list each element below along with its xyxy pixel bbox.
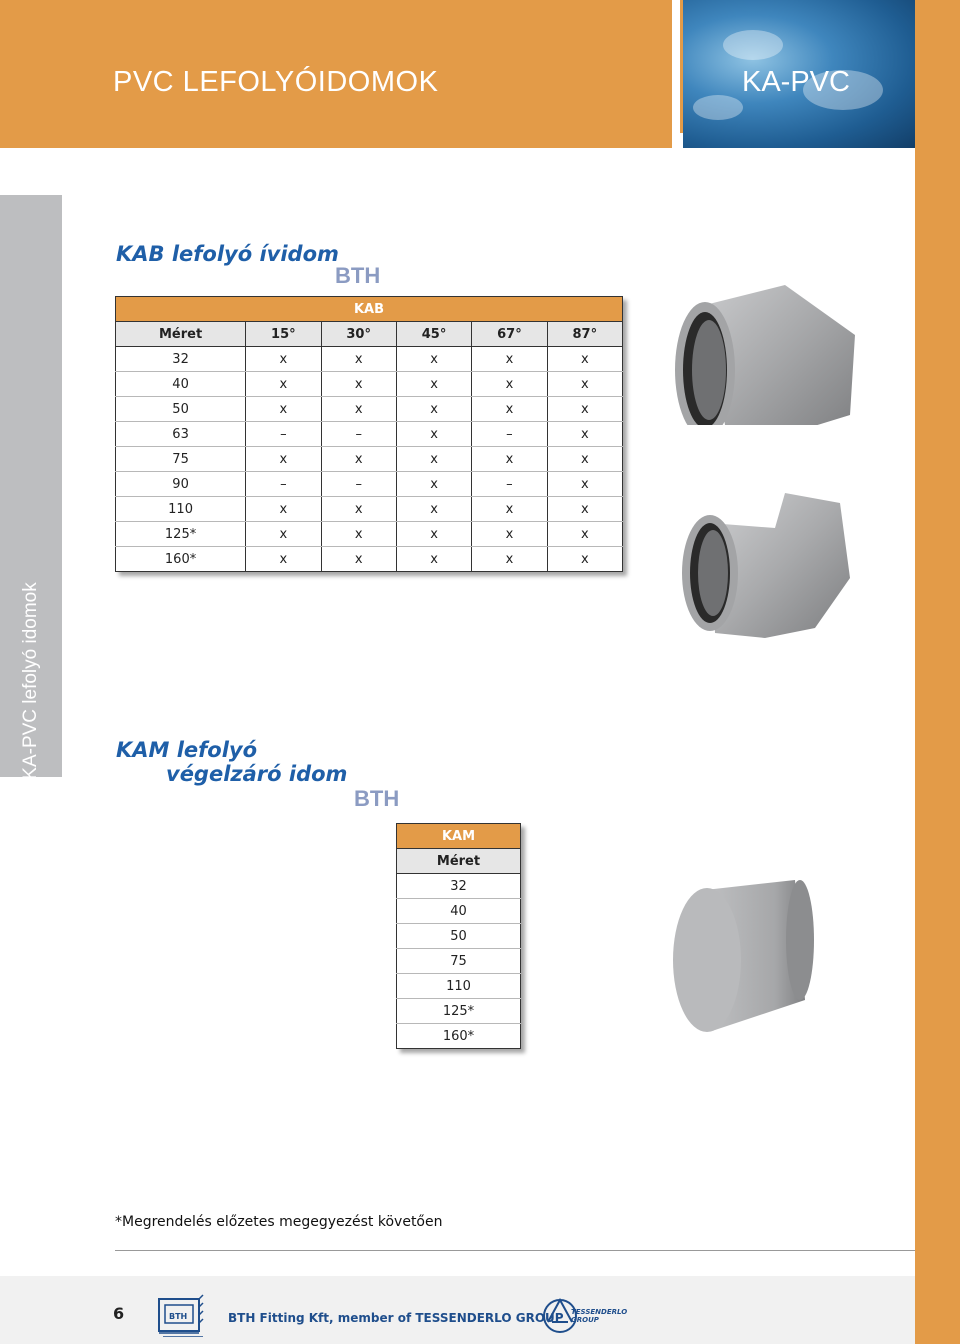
kab-availability-cell: x <box>321 347 396 372</box>
kab-availability-cell: x <box>396 422 471 447</box>
tess-line2: GROUP <box>571 1316 599 1324</box>
kab-availability-cell: x <box>472 547 547 572</box>
kam-table-row <box>397 899 521 924</box>
kab-header-row <box>116 322 623 347</box>
kam-size-cell: 32 <box>397 874 521 899</box>
kam-table <box>396 823 521 1049</box>
kab-availability-cell: x <box>321 397 396 422</box>
kab-availability-cell: x <box>246 397 321 422</box>
kab-table-row <box>116 522 623 547</box>
kab-table <box>115 296 623 572</box>
kab-availability-cell: – <box>321 472 396 497</box>
kab-availability-cell: x <box>472 447 547 472</box>
kab-table-row <box>116 397 623 422</box>
kab-availability-cell: x <box>246 372 321 397</box>
kab-header-cell: 67° <box>472 322 547 347</box>
kab-size-cell: 40 <box>116 372 246 397</box>
footnote: *Megrendelés előzetes megegyezést követően <box>115 1214 443 1230</box>
header-band <box>0 133 672 148</box>
kab-size-cell: 110 <box>116 497 246 522</box>
footer-divider <box>115 1250 915 1251</box>
page-title: PVC LEFOLYÓIDOMOK <box>113 66 439 98</box>
kab-availability-cell: x <box>396 547 471 572</box>
kab-availability-cell: x <box>246 447 321 472</box>
kab-availability-cell: x <box>246 497 321 522</box>
kab-availability-cell: x <box>472 372 547 397</box>
kab-brand: BTH <box>335 263 381 288</box>
side-tab <box>0 195 62 780</box>
kab-table-row <box>116 347 623 372</box>
kab-table-row <box>116 372 623 397</box>
kab-table-row <box>116 422 623 447</box>
kam-table-row <box>397 999 521 1024</box>
kab-size-cell: 125* <box>116 522 246 547</box>
kab-size-cell: 75 <box>116 447 246 472</box>
kab-availability-cell: x <box>396 497 471 522</box>
kab-availability-cell: x <box>472 497 547 522</box>
kab-availability-cell: x <box>396 347 471 372</box>
kab-header-cell: 30° <box>321 322 396 347</box>
header-brand: KA-PVC <box>742 66 850 98</box>
kab-availability-cell: x <box>321 372 396 397</box>
kab-availability-cell: x <box>547 347 622 372</box>
kam-size-cell: 75 <box>397 949 521 974</box>
kam-title-line2: végelzáró idom <box>166 762 348 786</box>
kab-availability-cell: x <box>246 522 321 547</box>
kam-brand: BTH <box>354 786 400 811</box>
kab-header-cell: Méret <box>116 322 246 347</box>
kam-table-row <box>397 1024 521 1049</box>
kab-table-row <box>116 472 623 497</box>
bth-logo-icon <box>157 1293 205 1337</box>
kab-availability-cell: x <box>246 347 321 372</box>
kab-availability-cell: x <box>547 497 622 522</box>
kab-availability-cell: x <box>396 522 471 547</box>
kab-availability-cell: x <box>547 472 622 497</box>
kab-header-cell: 45° <box>396 322 471 347</box>
kab-availability-cell: x <box>396 372 471 397</box>
kab-header-cell: 87° <box>547 322 622 347</box>
side-tab-label: KA-PVC lefolyó idomok <box>20 582 41 780</box>
page-number: 6 <box>113 1304 125 1323</box>
kab-availability-cell: x <box>396 447 471 472</box>
kam-table-row <box>397 924 521 949</box>
tess-line1: TESSENDERLO <box>571 1308 628 1316</box>
kab-table-row <box>116 547 623 572</box>
kam-size-cell: 40 <box>397 899 521 924</box>
kam-size-cell: 110 <box>397 974 521 999</box>
kam-table-row <box>397 874 521 899</box>
bth-logo-text: BTH <box>169 1312 188 1321</box>
kab-table-body <box>116 347 623 572</box>
kab-availability-cell: x <box>547 372 622 397</box>
kab-availability-cell: x <box>547 422 622 447</box>
kam-table-row <box>397 974 521 999</box>
kab-availability-cell: – <box>246 472 321 497</box>
kab-availability-cell: x <box>547 522 622 547</box>
kam-size-cell: 160* <box>397 1024 521 1049</box>
kab-availability-cell: x <box>472 397 547 422</box>
kab-table-row <box>116 497 623 522</box>
kab-availability-cell: x <box>321 497 396 522</box>
kam-size-cell: 50 <box>397 924 521 949</box>
kab-availability-cell: x <box>547 547 622 572</box>
kab-size-cell: 63 <box>116 422 246 447</box>
kab-table-title: KAB <box>116 297 623 322</box>
footer-bar <box>0 1276 915 1344</box>
kab-size-cell: 160* <box>116 547 246 572</box>
kam-size-cell: 125* <box>397 999 521 1024</box>
kab-availability-cell: – <box>246 422 321 447</box>
kam-table-title: KAM <box>397 824 521 849</box>
kab-availability-cell: x <box>321 447 396 472</box>
kab-availability-cell: – <box>472 472 547 497</box>
kab-availability-cell: x <box>547 397 622 422</box>
kab-availability-cell: – <box>472 422 547 447</box>
kab-availability-cell: x <box>472 522 547 547</box>
kab-title: KAB lefolyó ívidom <box>116 242 339 266</box>
kab-availability-cell: x <box>321 547 396 572</box>
company-line: BTH Fitting Kft, member of TESSENDERLO GROUP <box>228 1311 564 1325</box>
tessenderlo-logo-text <box>571 1308 627 1324</box>
kab-header-cell: 15° <box>246 322 321 347</box>
kab-size-cell: 50 <box>116 397 246 422</box>
kab-87-bend-image <box>665 488 865 688</box>
kab-table-row <box>116 447 623 472</box>
kam-table-body <box>397 874 521 1049</box>
kab-availability-cell: x <box>547 447 622 472</box>
kab-availability-cell: x <box>321 522 396 547</box>
kab-availability-cell: x <box>396 397 471 422</box>
kab-availability-cell: – <box>321 422 396 447</box>
kam-table-row <box>397 949 521 974</box>
kab-45-bend-image <box>665 275 865 450</box>
kab-availability-cell: x <box>396 472 471 497</box>
kam-title-line1: KAM lefolyó <box>116 738 258 762</box>
right-accent-band <box>915 133 960 1344</box>
kab-size-cell: 32 <box>116 347 246 372</box>
kam-end-cap-image <box>655 870 825 1065</box>
kab-availability-cell: x <box>472 347 547 372</box>
kam-header-cell: Méret <box>397 849 521 874</box>
kab-size-cell: 90 <box>116 472 246 497</box>
kab-availability-cell: x <box>246 547 321 572</box>
